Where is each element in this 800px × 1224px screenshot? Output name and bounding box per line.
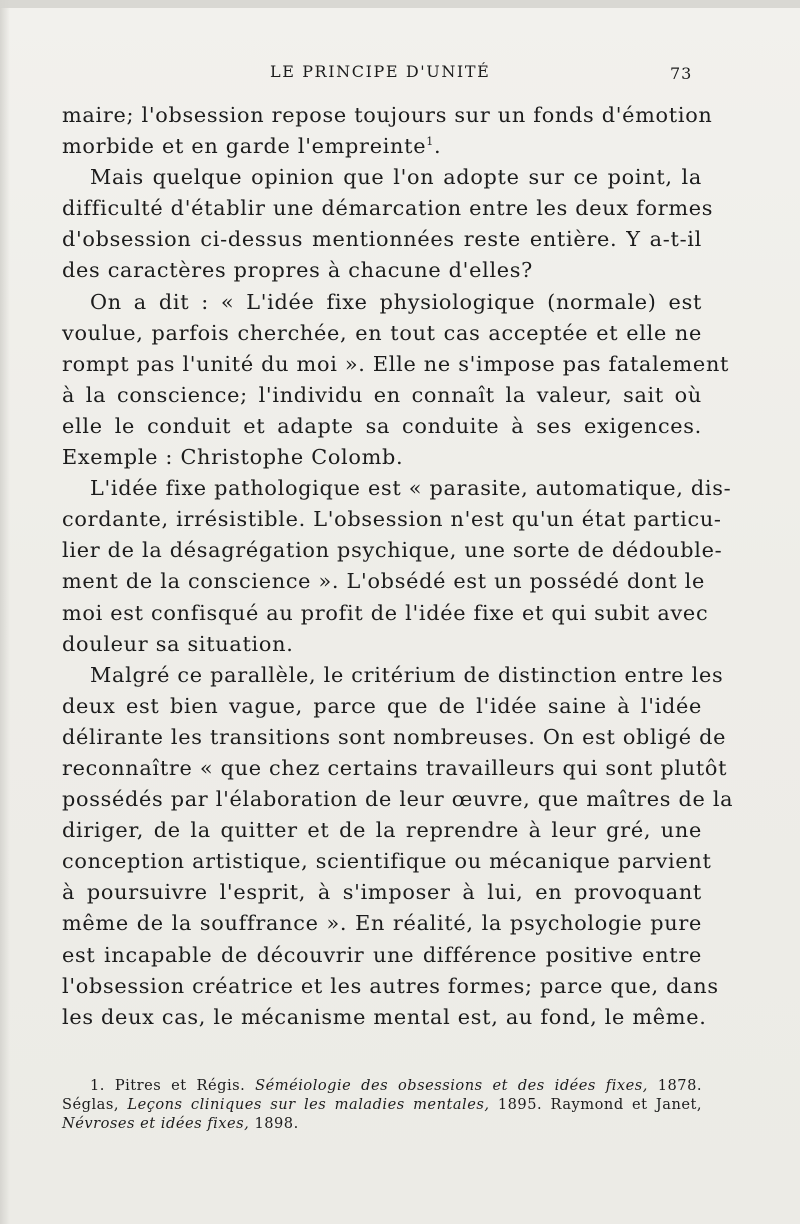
text-line: d'obsession ci-dessus mentionnées reste entière. Y a-t-il	[62, 227, 702, 252]
footnote-year: 1898.	[254, 1115, 299, 1132]
text-line: deux est bien vague, parce que de l'idée saine à l'idée	[62, 693, 702, 718]
text-line: délirante les transitions sont nombreuses. On est obligé de	[62, 724, 727, 749]
footnote-line	[62, 1095, 702, 1114]
text-line: L'idée fixe pathologique est « parasite, automatique, dis-	[90, 476, 732, 501]
text-line: rompt pas l'unité du moi ». Elle ne s'impose pas fatalement	[62, 351, 730, 376]
body-text	[62, 100, 734, 1033]
text-line: même de la souffrance ». En réalité, la psychologie pure	[62, 911, 702, 936]
footnote-authors: Séglas,	[62, 1096, 119, 1113]
text-line-with-footnote	[62, 131, 702, 162]
text-line: Malgré ce parallèle, le critérium de distinction entre les	[90, 662, 724, 687]
text-fragment: .	[433, 134, 442, 159]
footnote	[62, 1076, 702, 1133]
text-line: les deux cas, le mécanisme mental est, au fond, le même.	[62, 1004, 707, 1029]
paragraph-1	[62, 100, 713, 162]
text-line: possédés par l'élaboration de leur œuvre, que maîtres de la	[62, 787, 734, 812]
text-line: voulue, parfois cherchée, en tout cas acceptée et elle ne	[62, 320, 702, 345]
text-line: lier de la désagrégation psychique, une sorte de dédouble-	[62, 538, 723, 563]
text-line: conception artistique, scientifique ou mécanique parvient	[62, 849, 712, 874]
footnote-title: Leçons cliniques sur les maladies mentales,	[127, 1096, 490, 1113]
footnote-title: Séméiologie des obsessions et des idées fixes,	[255, 1077, 648, 1094]
running-title: LE PRINCIPE D'UNITÉ	[270, 62, 491, 81]
text-line: douleur sa situation.	[62, 631, 294, 656]
footnote-line	[62, 1076, 702, 1095]
footnote-authors: Raymond et Janet,	[550, 1096, 703, 1113]
text-line: cordante, irrésistible. L'obsession n'est qu'un état particu-	[62, 507, 722, 532]
text-line: moi est confisqué au profit de l'idée fixe et qui subit avec	[62, 600, 709, 625]
text-line: à poursuivre l'esprit, à s'imposer à lui, en provoquant	[62, 880, 702, 905]
text-line: difficulté d'établir une démarcation entre les deux formes	[62, 196, 714, 221]
text-line: maire; l'obsession repose toujours sur un fonds d'émotion	[62, 103, 713, 127]
paragraph-2	[62, 162, 714, 286]
text-line: reconnaître « que chez certains travailleurs qui sont plutôt	[62, 755, 728, 780]
footnote-line	[62, 1114, 702, 1133]
text-line: On a dit : « L'idée fixe physiologique (normale) est	[90, 289, 702, 314]
paragraph-3	[62, 287, 730, 474]
text-line: des caractères propres à chacune d'elles?	[62, 258, 534, 283]
footnote-year: 1878.	[657, 1077, 703, 1094]
footnote-title: Névroses et idées fixes,	[62, 1115, 250, 1132]
text-line: l'obsession créatrice et les autres formes; parce que, dans	[62, 973, 719, 998]
footnote-authors: Pitres et Régis.	[114, 1077, 246, 1094]
text-line: Exemple : Christophe Colomb.	[62, 445, 404, 470]
text-line: diriger, de la quitter et de la reprendre à leur gré, une	[62, 818, 702, 843]
footnote-number: 1.	[90, 1077, 105, 1094]
paragraph-5	[62, 660, 734, 1033]
text-fragment: morbide et en garde l'empreinte	[62, 134, 427, 159]
text-line: est incapable de découvrir une différence positive entre	[62, 942, 702, 967]
paragraph-4	[62, 473, 732, 660]
text-line: elle le conduit et adapte sa conduite à ses exigences.	[62, 413, 702, 438]
page-number: 73	[670, 64, 693, 83]
text-line: à la conscience; l'individu en connaît la valeur, sait où	[62, 382, 702, 407]
footnote-ref: 1	[426, 135, 434, 149]
footnote-year: 1895.	[497, 1096, 543, 1113]
text-line: Mais quelque opinion que l'on adopte sur ce point, la	[90, 165, 702, 190]
text-line: ment de la conscience ». L'obsédé est un possédé dont le	[62, 569, 706, 594]
